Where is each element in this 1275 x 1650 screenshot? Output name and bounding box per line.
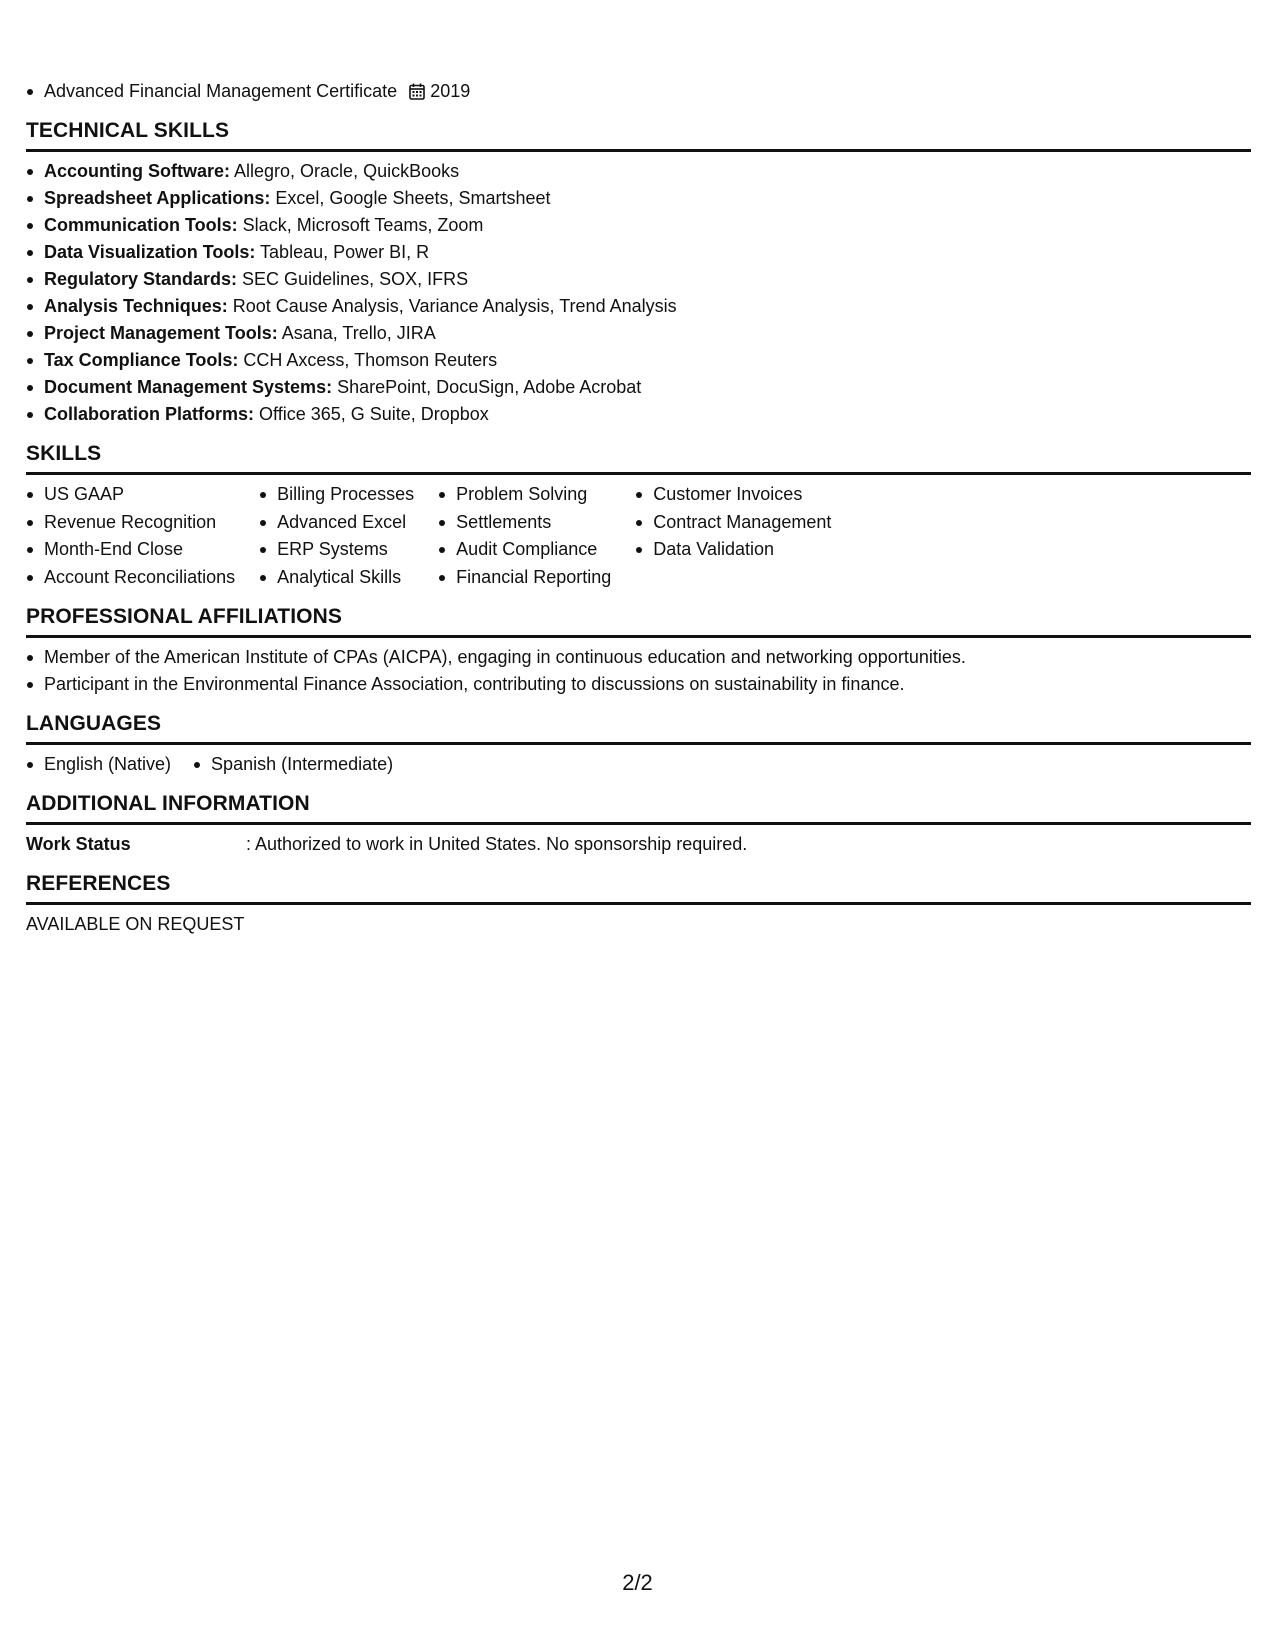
list-item (26, 293, 1251, 320)
list-item: Member of the American Institute of CPAs (AICPA), engaging in continuous education and networking opportunities. (26, 644, 1251, 671)
affiliations-title: PROFESSIONAL AFFILIATIONS (26, 603, 1251, 638)
affiliations-section (26, 603, 1251, 698)
languages-title: LANGUAGES (26, 710, 1251, 745)
skill-label: Spreadsheet Applications: (44, 188, 271, 208)
calendar-icon (409, 83, 425, 100)
work-status-value: : Authorized to work in United States. No sponsorship required. (246, 834, 748, 854)
skills-column (438, 481, 611, 591)
languages-section (26, 710, 1251, 778)
list-item: Billing Processes (259, 481, 414, 509)
list-item: Revenue Recognition (26, 509, 235, 537)
list-item: Problem Solving (438, 481, 611, 509)
technical-skills-section (26, 117, 1251, 428)
list-item (26, 401, 1251, 428)
skill-label: Project Management Tools: (44, 323, 278, 343)
skill-value: Slack, Microsoft Teams, Zoom (237, 215, 484, 235)
additional-info-title: ADDITIONAL INFORMATION (26, 790, 1251, 825)
skill-label: Analysis Techniques: (44, 296, 228, 316)
skill-label: Data Visualization Tools: (44, 242, 256, 262)
work-status-row (26, 831, 1251, 858)
skill-value: Excel, Google Sheets, Smartsheet (270, 188, 551, 208)
list-item: Audit Compliance (438, 536, 611, 564)
references-title: REFERENCES (26, 870, 1251, 905)
skill-label: Communication Tools: (44, 215, 238, 235)
list-item (26, 320, 1251, 347)
list-item: US GAAP (26, 481, 235, 509)
skill-label: Tax Compliance Tools: (44, 350, 239, 370)
certificate-list (26, 78, 1251, 105)
skill-value: SharePoint, DocuSign, Adobe Acrobat (332, 377, 642, 397)
skill-label: Accounting Software: (44, 161, 231, 181)
list-item: Financial Reporting (438, 564, 611, 592)
list-item (26, 347, 1251, 374)
list-item: Analytical Skills (259, 564, 414, 592)
list-item (26, 374, 1251, 401)
list-item: Spanish (Intermediate) (193, 751, 393, 778)
languages-list (26, 751, 1251, 778)
references-section (26, 870, 1251, 938)
list-item: Customer Invoices (635, 481, 831, 509)
list-item: ERP Systems (259, 536, 414, 564)
list-item (26, 266, 1251, 293)
list-item: Month-End Close (26, 536, 235, 564)
additional-info-section (26, 790, 1251, 858)
work-status-label: Work Status (26, 834, 131, 854)
skill-value: Asana, Trello, JIRA (277, 323, 436, 343)
certificate-year: 2019 (430, 81, 471, 101)
skills-section (26, 440, 1251, 591)
list-item: Participant in the Environmental Finance Association, contributing to discussions on sustainability in finance. (26, 671, 1251, 698)
list-item: Data Validation (635, 536, 831, 564)
list-item: Settlements (438, 509, 611, 537)
skills-title: SKILLS (26, 440, 1251, 475)
list-item (26, 212, 1251, 239)
list-item: Advanced Excel (259, 509, 414, 537)
skill-value: Allegro, Oracle, QuickBooks (230, 161, 460, 181)
skill-label: Collaboration Platforms: (44, 404, 255, 424)
page-number: 2/2 (622, 1570, 653, 1595)
list-item: Contract Management (635, 509, 831, 537)
skill-value: Tableau, Power BI, R (255, 242, 430, 262)
skill-label: Regulatory Standards: (44, 269, 238, 289)
list-item: English (Native) (26, 751, 171, 778)
certificate-item (26, 78, 1251, 105)
list-item (26, 185, 1251, 212)
list-item: Account Reconciliations (26, 564, 235, 592)
list-item (26, 158, 1251, 185)
skills-column (259, 481, 414, 591)
technical-skills-title: TECHNICAL SKILLS (26, 117, 1251, 152)
references-text: AVAILABLE ON REQUEST (26, 914, 245, 934)
skills-grid (26, 481, 1251, 591)
technical-skills-list (26, 158, 1251, 428)
skill-value: SEC Guidelines, SOX, IFRS (237, 269, 469, 289)
affiliations-list (26, 644, 1251, 698)
skill-label: Document Management Systems: (44, 377, 333, 397)
skills-column (635, 481, 831, 591)
skill-value: CCH Axcess, Thomson Reuters (238, 350, 498, 370)
resume-page (26, 78, 1251, 938)
skills-column (26, 481, 235, 591)
certificate-name: Advanced Financial Management Certificate (44, 81, 398, 101)
skill-value: Root Cause Analysis, Variance Analysis, Trend Analysis (227, 296, 677, 316)
list-item (26, 239, 1251, 266)
skill-value: Office 365, G Suite, Dropbox (254, 404, 489, 424)
